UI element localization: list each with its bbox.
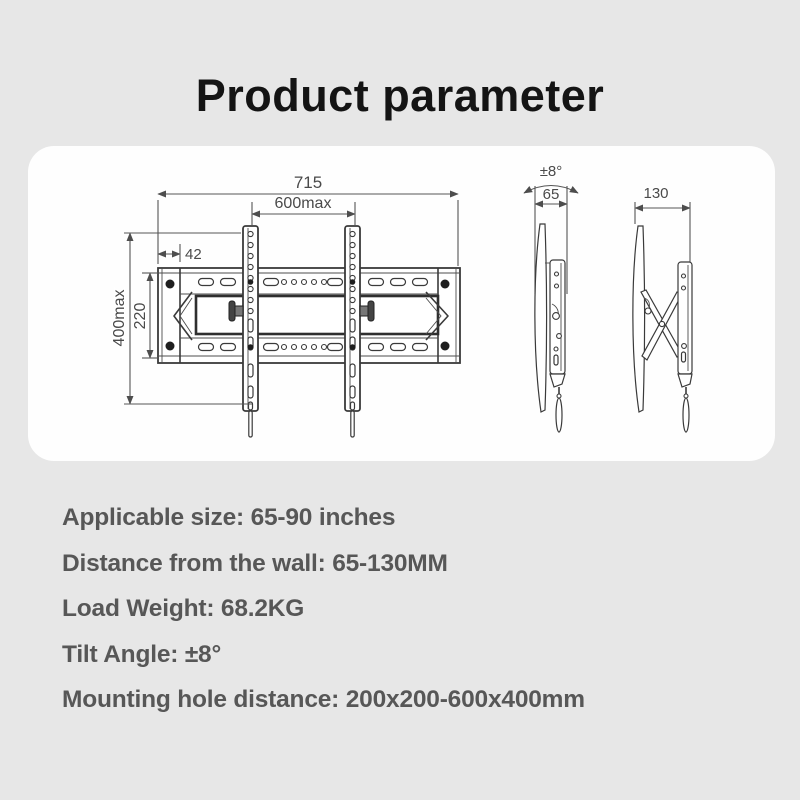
- tilt-wall-profile: [545, 260, 565, 432]
- dim-max-hole-width: 600max: [274, 195, 332, 212]
- extended-blade-profile: [633, 226, 645, 412]
- diagram-panel: [28, 146, 775, 461]
- dim-max-depth: 130: [643, 185, 669, 202]
- technical-drawing: [28, 146, 775, 461]
- dim-total-width: 715: [293, 173, 323, 192]
- dim-plate-height: 220: [132, 302, 149, 330]
- extended-pull-cord-handle: [683, 398, 689, 432]
- tilt-angle-label: ±8°: [539, 163, 563, 180]
- spec-load-weight: Load Weight: 68.2KG: [62, 595, 305, 622]
- tilt-blade-profile: [535, 224, 547, 412]
- scissor-mechanism: [641, 290, 682, 360]
- wall-plate: [158, 268, 460, 363]
- bottom-rail-slots: [199, 344, 428, 351]
- tilt-pull-cord-handle: [556, 398, 562, 432]
- spec-list: [62, 495, 762, 723]
- dim-max-hole-height: 400max: [111, 289, 128, 347]
- spec-tilt-angle: Tilt Angle: ±8°: [62, 640, 222, 668]
- dim-min-depth: 65: [542, 186, 560, 203]
- left-bracket-rod: [249, 411, 252, 437]
- right-bracket-rod: [351, 411, 354, 437]
- top-rail-slots: [199, 279, 428, 286]
- dim-edge-offset: 42: [185, 246, 202, 263]
- spec-applicable-size: Applicable size: 65-90 inches: [62, 504, 396, 531]
- extended-wall-profile: [678, 262, 692, 432]
- page-title: Product parameter: [195, 70, 605, 121]
- spec-mounting-hole-distance: Mounting hole distance: 200x200-600x400mm: [62, 686, 585, 713]
- side-view-tilt: [524, 163, 578, 432]
- side-view-extended: [633, 185, 692, 432]
- front-view: [111, 173, 460, 437]
- spec-wall-distance: Distance from the wall: 65-130MM: [62, 549, 448, 577]
